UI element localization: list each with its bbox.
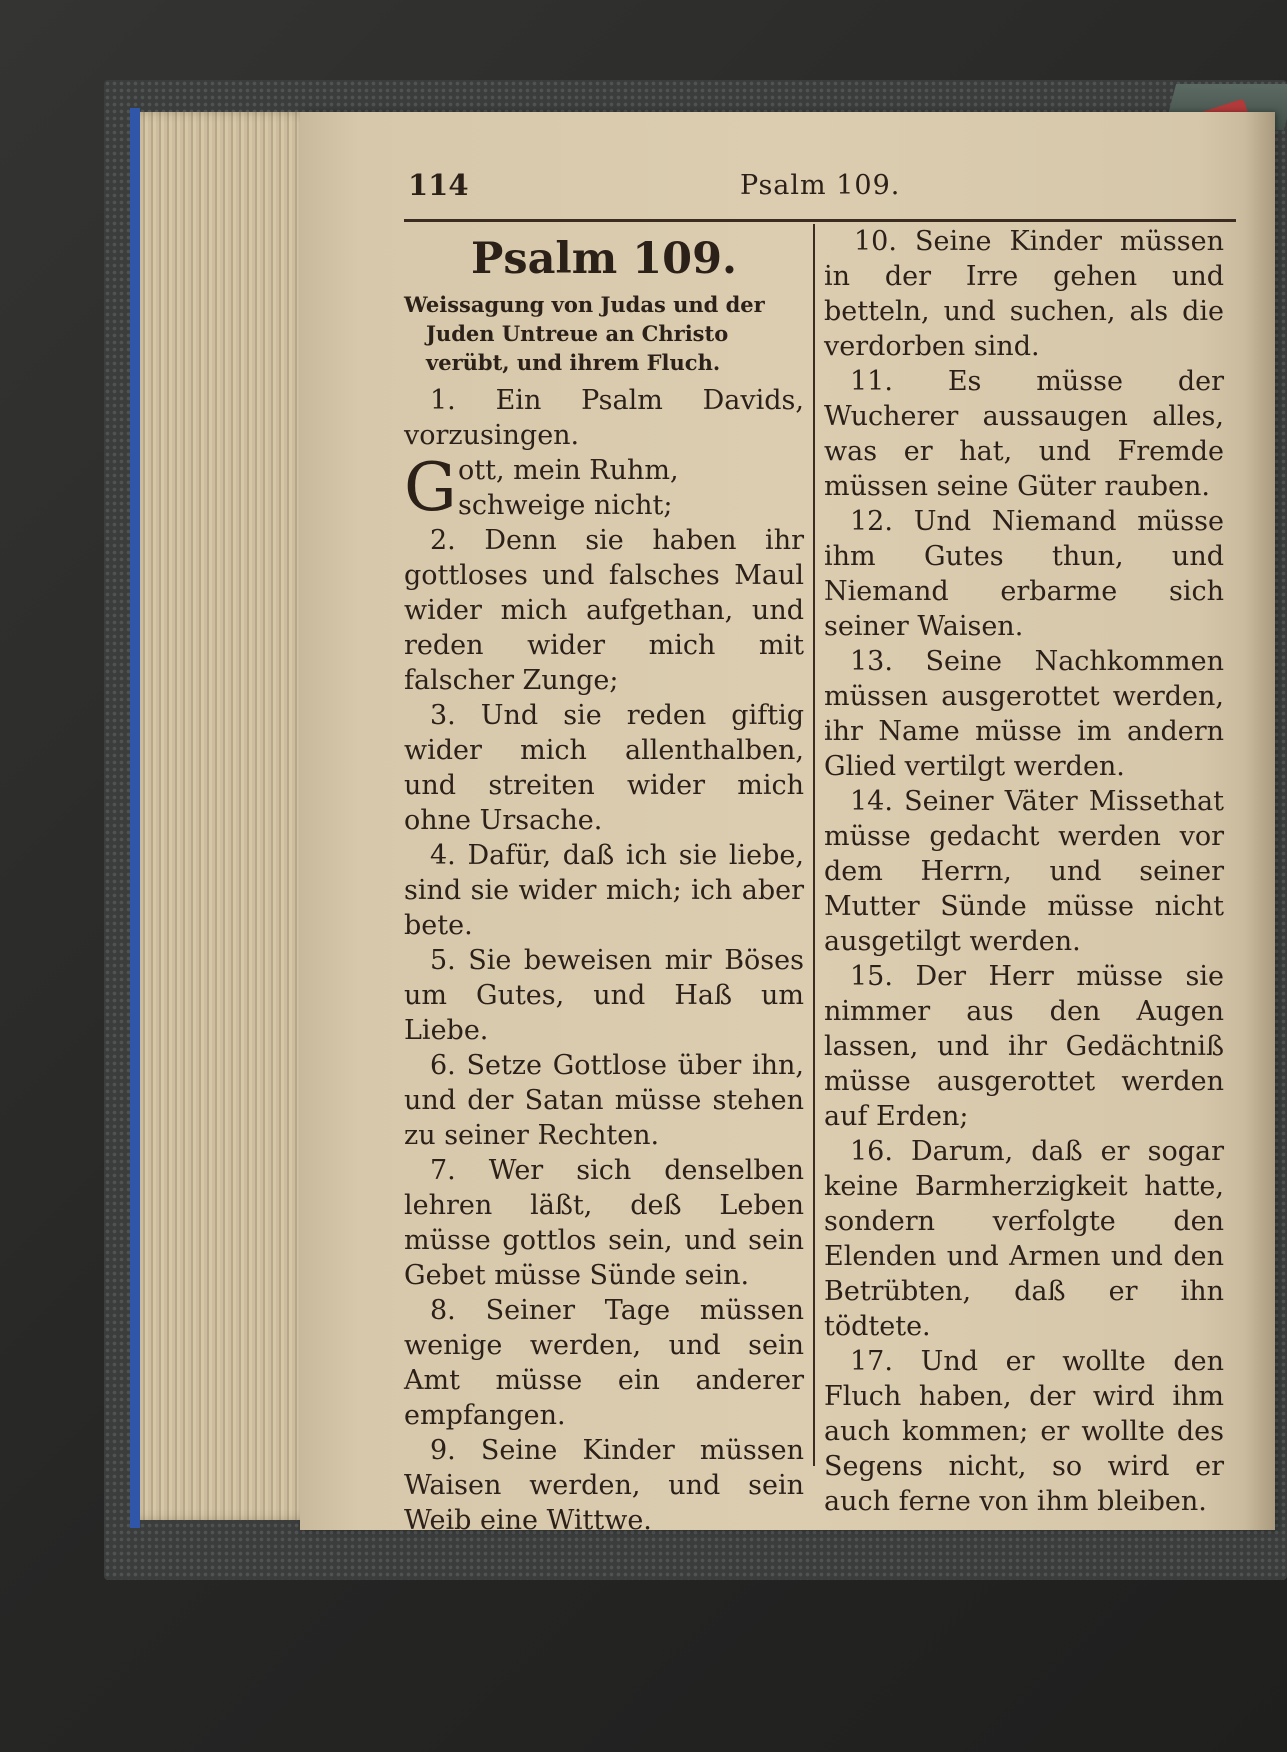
column-divider [813, 224, 815, 1466]
header-rule [404, 219, 1236, 222]
verse-14: 14. Seiner Väter Missethat müsse gedacht werden vor dem Herrn, und seiner Mutter Sünde müsse nicht ausgetilgt werden. [824, 786, 1224, 957]
right-column [824, 224, 1224, 1519]
verse-4: 4. Dafür, daß ich sie liebe, sind sie wider mich; ich aber bete. [404, 840, 804, 941]
page-stack-edges [140, 112, 320, 1520]
verse-5: 5. Sie beweisen mir Böses um Gutes, und Haß um Liebe. [404, 945, 804, 1046]
psalm-summary: Weissagung von Judas und der Juden Untreue an Christo verübt, und ihrem Fluch. [404, 292, 765, 375]
verse-11: 11. Es müsse der Wucherer aussaugen alles, was er hat, und Fremde müssen seine Güter rauben. [824, 366, 1224, 502]
left-column [404, 224, 804, 1538]
verse-1-body: ott, mein Ruhm, schweige nicht; [458, 455, 679, 521]
verse-1-intro: 1. Ein Psalm Davids, vorzusingen. [404, 385, 804, 451]
verse-17: 17. Und er wollte den Fluch haben, der wird ihm auch kommen; er wollte des Segens nicht, so wird er auch ferne von ihm bleiben. [824, 1346, 1224, 1517]
verse-7: 7. Wer sich denselben lehren läßt, deß Leben müsse gottlos sein, und sein Gebet müsse Sünde sein. [404, 1155, 804, 1291]
verse-6: 6. Setze Gottlose über ihn, und der Satan müsse stehen zu seiner Rechten. [404, 1050, 804, 1151]
psalm-title: Psalm 109. [471, 234, 737, 284]
verse-2: 2. Denn sie haben ihr gottloses und falsches Maul wider mich aufgethan, und reden wider mich mit falscher Zunge; [404, 525, 804, 696]
running-head: Psalm 109. [740, 170, 901, 201]
verse-8: 8. Seiner Tage müssen wenige werden, und sein Amt müsse ein anderer empfangen. [404, 1295, 804, 1431]
page-number: 114 [408, 168, 469, 202]
verse-12: 12. Und Niemand müsse ihm Gutes thun, und Niemand erbarme sich seiner Waisen. [824, 506, 1224, 642]
verse-9: 9. Seine Kinder müssen Waisen werden, und sein Weib eine Wittwe. [404, 1435, 804, 1536]
drop-cap: G [404, 449, 457, 526]
verse-16: 16. Darum, daß er sogar keine Barmherzigkeit hatte, sondern verfolgte den Elenden und Armen und den Betrübten, daß er ihn tödtete. [824, 1136, 1224, 1342]
book-edge-blue [130, 108, 140, 1528]
verse-10: 10. Seine Kinder müssen in der Irre gehen und betteln, und suchen, als die verdorben sind. [824, 226, 1224, 362]
verse-3: 3. Und sie reden giftig wider mich allenthalben, und streiten wider mich ohne Ursache. [404, 700, 804, 836]
verse-1-text [404, 449, 804, 526]
verse-13: 13. Seine Nachkommen müssen ausgerottet werden, ihr Name müsse im andern Glied vertilgt werden. [824, 646, 1224, 782]
verse-15: 15. Der Herr müsse sie nimmer aus den Augen lassen, und ihr Gedächtniß müsse ausgerottet werden auf Erden; [824, 961, 1224, 1132]
